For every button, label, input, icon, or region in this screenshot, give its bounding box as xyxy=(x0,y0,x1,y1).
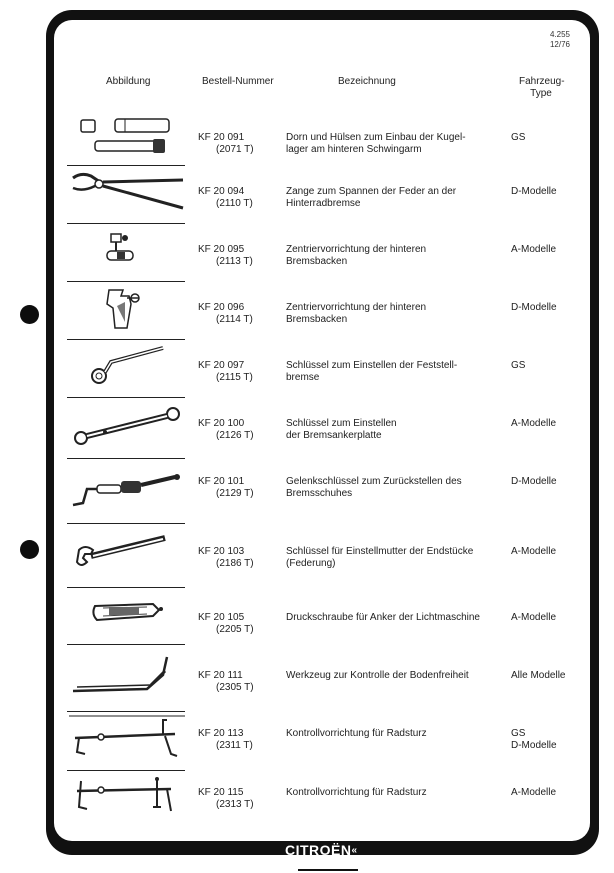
table-row xyxy=(0,224,614,279)
vehicle-type-cell xyxy=(511,418,591,430)
description-cell xyxy=(286,787,506,799)
centering-device-icon xyxy=(67,224,185,279)
vehicle-type-cell xyxy=(511,476,591,488)
order-number: KF 20 115 xyxy=(198,787,244,798)
order-number-cell xyxy=(198,418,278,442)
camber-gauge-icon xyxy=(67,712,185,768)
table-row xyxy=(0,108,614,163)
order-number: KF 20 105 xyxy=(198,612,245,623)
pressure-screw-icon xyxy=(67,588,185,642)
order-subnumber: (2205 T) xyxy=(216,624,254,635)
description-cell xyxy=(286,670,506,682)
column-header-bestell-nummer: Bestell-Nummer xyxy=(202,76,274,87)
header-fahrzeug-line2: Type xyxy=(530,88,552,99)
description-line2: der Bremsankerplatte xyxy=(286,430,382,441)
description-line1: Kontrollvorrichtung für Radsturz xyxy=(286,787,427,798)
order-subnumber: (2110 T) xyxy=(216,198,253,209)
description-cell xyxy=(286,418,506,442)
camber-gauge-alt-icon xyxy=(67,771,185,821)
vehicle-type-cell xyxy=(511,546,591,558)
order-subnumber: (2313 T) xyxy=(216,799,254,810)
table-row xyxy=(0,524,614,585)
brand-name: CITROËN xyxy=(285,842,352,858)
description-cell xyxy=(286,476,506,500)
vehicle-type-cell xyxy=(511,728,591,752)
description-line2: Bremsbacken xyxy=(286,314,348,325)
order-number: KF 20 095 xyxy=(198,244,245,255)
order-number-cell xyxy=(198,787,278,811)
column-header-bezeichnung: Bezeichnung xyxy=(338,76,396,87)
order-number-cell xyxy=(198,302,278,326)
vehicle-type-line1: GS xyxy=(511,728,526,739)
description-line2: bremse xyxy=(286,372,320,383)
citroen-logo xyxy=(285,842,358,858)
vehicle-type-line2: D-Modelle xyxy=(511,740,557,751)
description-line2: lager am hinteren Schwingarm xyxy=(286,144,422,155)
order-subnumber: (2129 T) xyxy=(216,488,254,499)
description-line1: Schlüssel zum Einstellen der Feststell- xyxy=(286,360,458,371)
description-line1: Gelenkschlüssel zum Zurückstellen des xyxy=(286,476,462,487)
order-subnumber: (2113 T) xyxy=(216,256,253,267)
vehicle-type-cell xyxy=(511,186,591,198)
vehicle-type-line1: A-Modelle xyxy=(511,418,557,429)
description-line1: Zange zum Spannen der Feder an der xyxy=(286,186,457,197)
vehicle-type-cell xyxy=(511,132,591,144)
ring-spanner-icon xyxy=(67,340,185,395)
order-number: KF 20 097 xyxy=(198,360,245,371)
vehicle-type-line1: GS xyxy=(511,360,526,371)
description-line1: Zentriervorrichtung der hinteren xyxy=(286,244,427,255)
document-reference xyxy=(550,30,570,50)
order-number: KF 20 091 xyxy=(198,132,245,143)
order-number-cell xyxy=(198,132,278,156)
header-fahrzeug-line1: Fahrzeug- xyxy=(519,76,565,87)
description-cell xyxy=(286,728,506,740)
mandrel-sleeves-icon xyxy=(67,108,185,163)
doc-ref-date: 12/76 xyxy=(549,40,570,49)
doc-ref-number: 4.255 xyxy=(549,30,570,39)
table-row-last xyxy=(0,771,614,821)
order-subnumber: (2115 T) xyxy=(216,372,253,383)
table-row xyxy=(0,398,614,456)
description-cell xyxy=(286,186,506,210)
footer-rule xyxy=(298,869,358,871)
vehicle-type-cell xyxy=(511,244,591,256)
vehicle-type-line1: GS xyxy=(511,132,526,143)
description-cell xyxy=(286,302,506,326)
vehicle-type-line1: D-Modelle xyxy=(511,302,557,313)
order-number: KF 20 103 xyxy=(198,546,245,557)
order-number-cell xyxy=(198,728,278,752)
description-line1: Zentriervorrichtung der hinteren xyxy=(286,302,427,313)
description-line2: Bremsbacken xyxy=(286,256,348,267)
description-line1: Schlüssel für Einstellmutter der Endstücke xyxy=(286,546,474,557)
order-subnumber: (2126 T) xyxy=(216,430,254,441)
description-cell xyxy=(286,132,506,156)
order-subnumber: (2186 T) xyxy=(216,558,254,569)
order-number: KF 20 101 xyxy=(198,476,245,487)
table-row xyxy=(0,459,614,521)
vehicle-type-line1: A-Modelle xyxy=(511,244,557,255)
order-subnumber: (2071 T) xyxy=(216,144,254,155)
order-number-cell xyxy=(198,476,278,500)
vehicle-type-cell xyxy=(511,302,591,314)
description-line1: Schlüssel zum Einstellen xyxy=(286,418,397,429)
description-cell xyxy=(286,612,506,624)
description-line2: Hinterradbremse xyxy=(286,198,361,209)
double-ring-spanner-icon xyxy=(67,398,185,456)
description-line1: Dorn und Hülsen zum Einbau der Kugel- xyxy=(286,132,466,143)
order-number: KF 20 096 xyxy=(198,302,245,313)
double-chevron-icon: « xyxy=(351,845,358,856)
centering-bracket-icon xyxy=(67,282,185,337)
vehicle-type-cell xyxy=(511,787,591,799)
order-number: KF 20 113 xyxy=(198,728,244,739)
vehicle-type-cell xyxy=(511,670,591,682)
table-row xyxy=(0,340,614,395)
vehicle-type-cell xyxy=(511,612,591,624)
order-number: KF 20 094 xyxy=(198,186,245,197)
table-row xyxy=(0,588,614,642)
vehicle-type-line1: D-Modelle xyxy=(511,186,557,197)
description-line1: Werkzeug zur Kontrolle der Bodenfreiheit xyxy=(286,670,469,681)
order-subnumber: (2114 T) xyxy=(216,314,253,325)
order-number-cell xyxy=(198,186,278,210)
description-cell xyxy=(286,244,506,268)
vehicle-type-line1: A-Modelle xyxy=(511,612,557,623)
column-header-fahrzeug-type xyxy=(519,76,563,100)
order-number-cell xyxy=(198,612,278,636)
order-number-cell xyxy=(198,670,278,694)
order-number: KF 20 100 xyxy=(198,418,245,429)
description-line1: Kontrollvorrichtung für Radsturz xyxy=(286,728,427,739)
order-number-cell xyxy=(198,546,278,570)
order-number: KF 20 111 xyxy=(198,670,243,681)
order-subnumber: (2305 T) xyxy=(216,682,254,693)
description-cell xyxy=(286,546,506,570)
order-number-cell xyxy=(198,360,278,384)
description-line2: (Federung) xyxy=(286,558,336,569)
vehicle-type-line1: D-Modelle xyxy=(511,476,557,487)
table-row xyxy=(0,166,614,221)
order-number-cell xyxy=(198,244,278,268)
table-row xyxy=(0,282,614,337)
table-row xyxy=(0,712,614,768)
open-wrench-icon xyxy=(67,524,185,585)
order-subnumber: (2311 T) xyxy=(216,740,253,751)
spring-pliers-icon xyxy=(67,166,185,221)
column-header-abbildung: Abbildung xyxy=(106,76,151,87)
vehicle-type-line1: A-Modelle xyxy=(511,787,557,798)
description-line2: Bremsschuhes xyxy=(286,488,353,499)
ground-clearance-gauge-icon xyxy=(67,645,185,709)
vehicle-type-cell xyxy=(511,360,591,372)
description-line1: Druckschraube für Anker der Lichtmaschine xyxy=(286,612,480,623)
vehicle-type-line1: A-Modelle xyxy=(511,546,557,557)
description-cell xyxy=(286,360,506,384)
joint-wrench-icon xyxy=(67,459,185,521)
vehicle-type-line1: Alle Modelle xyxy=(511,670,566,681)
table-row xyxy=(0,645,614,709)
